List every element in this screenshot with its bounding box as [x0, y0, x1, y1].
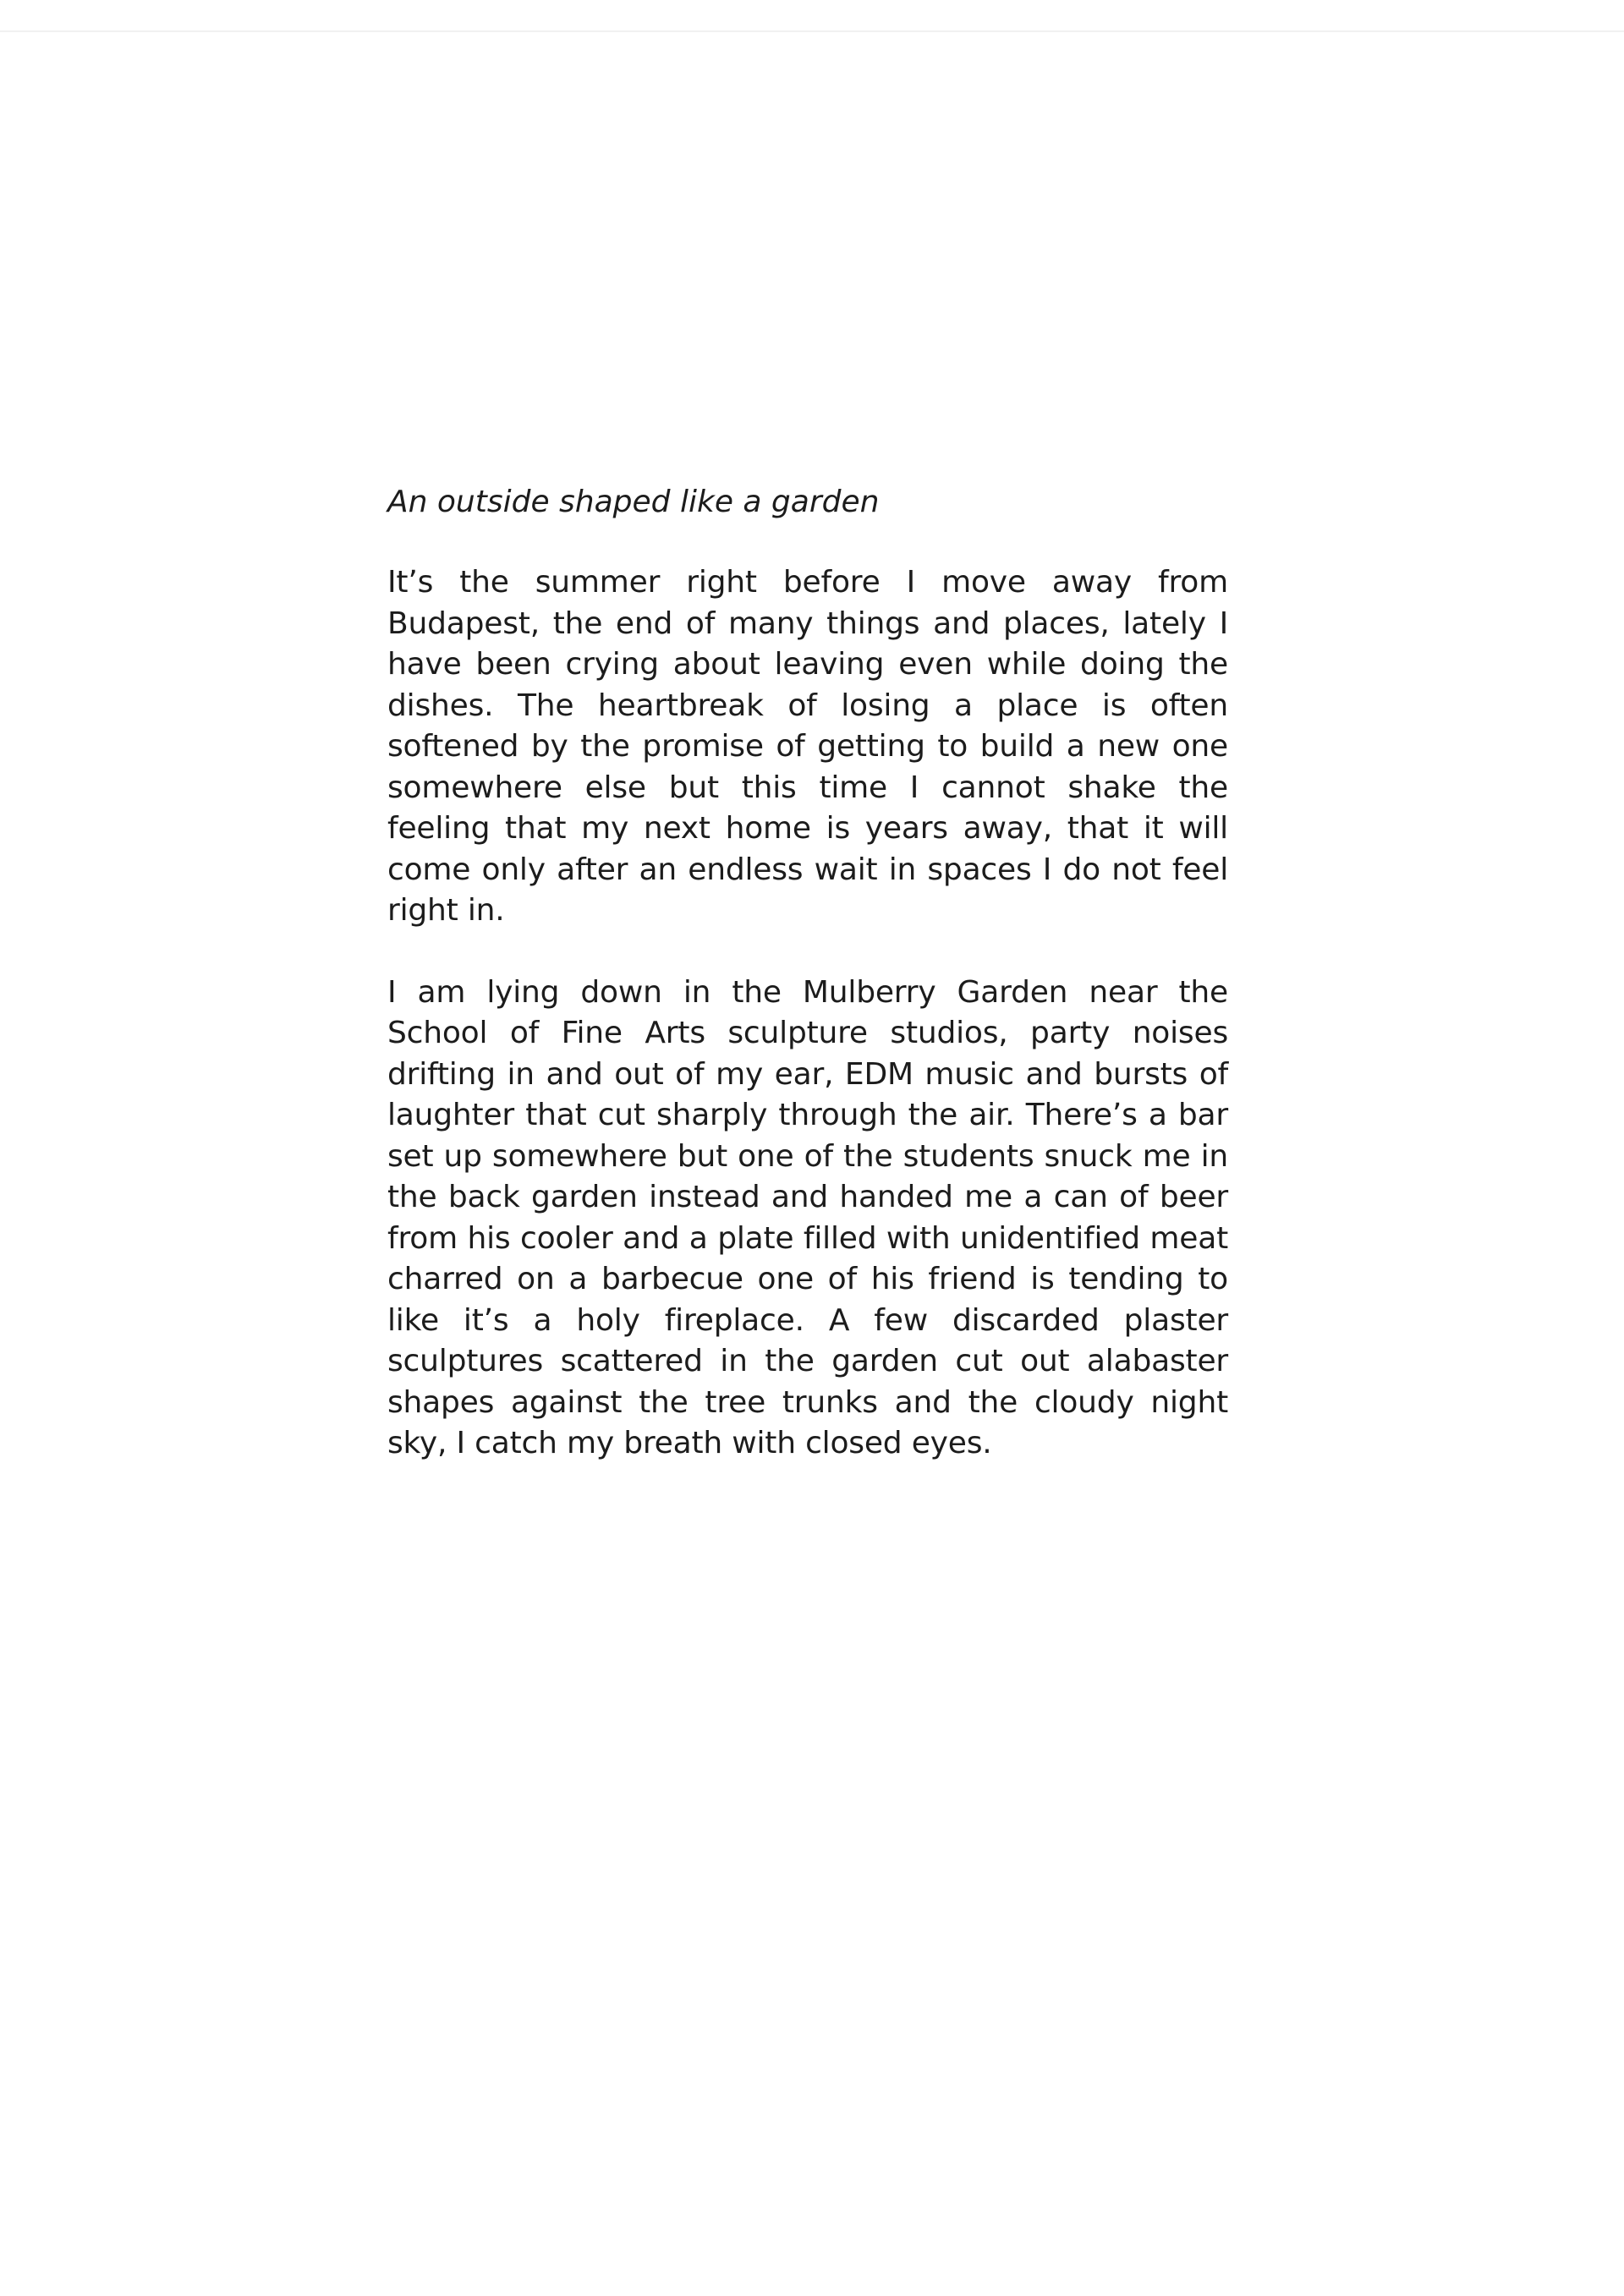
scan-edge-line [0, 30, 1624, 32]
paragraph-1: It’s the summer right before I move away from Budapest, the end of many things and places, lately I have been crying about leaving even while doing the dishes. The heartbreak of losing a place is often softened by the promise of getting to build a new one somewhere else but this time I cannot shake the feeling that my next home is years away, that it will come only after an endless wait in spaces I do not feel right in. [387, 565, 1228, 928]
document-title: An outside shaped like a garden [387, 485, 880, 519]
text-block [387, 482, 1228, 1465]
paragraph-2: I am lying down in the Mulberry Garden near the School of Fine Arts sculpture studios, party noises drifting in and out of my ear, EDM music and bursts of laughter that cut sharply through the air. There’s a bar set up somewhere but one of the students snuck me in the back garden instead and handed me a can of beer from his cooler and a plate filled with unidentified meat charred on a barbecue one of his friend is tending to like it’s a holy fireplace. A few discarded plaster sculptures scattered in the garden cut out alabaster shapes against the tree trunks and the cloudy night sky, I catch my breath with closed eyes. [387, 974, 1228, 1460]
